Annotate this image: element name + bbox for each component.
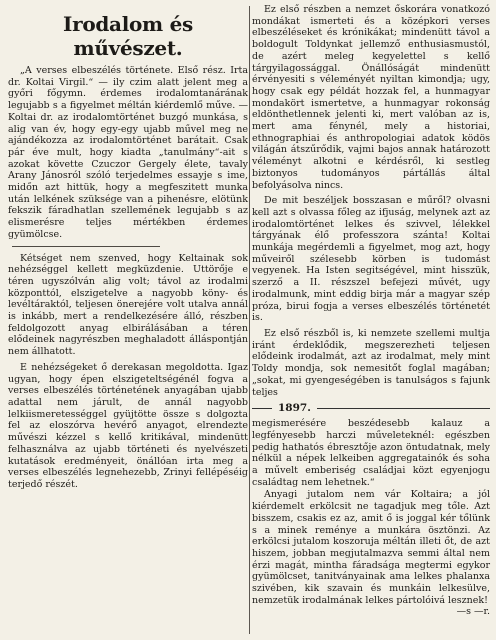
paragraph-solution: E nehézségeket ő derekasan megoldotta. Igaz ugyan, hogy épen elszigeteltségénél fogva a verses elbeszélés történetének anyagában ujabb adattal nem járult, de annál nagyobb lelkiismeretességgel gyüjtötte össze s dolgozta fel az eloszórva hevérő anyagot, elrendezte művészi kézzel s kellő kritikával, mindenütt felhasználva az ujabb történeti és nyelvészeti kutatások eredményeit, önállóan irta meg a verses elbeszélés legnehezebb, Zrinyi fellépéséig terjedő részét. bbox=[8, 361, 248, 490]
paragraph-reward: Anyagi jutalom nem vár Koltaira; a jól kiérdemelt erkölcsit ne tagadjuk meg tőle. Azt bisszem, csakis ez az, amit ő is joggal kér tőlünk s a minek reménye a munkára ösztönzi. Az erkölcsi jutalom koszoruja méltán illeti őt, de azt hiszem, jobban megjutalmazva semmi által nem érzi magát, mintha fáradsága megtermi egykor gyümölcset, tanitványainak ama lelkes phalanxa szivében, kik szavain és munkáin lelkesülve, nemzetük irodalmának lelkes pártolóivá lesznek! bbox=[252, 489, 490, 606]
paragraph-quote-start: Ez első részből is, ki nemzete szellemi multja iránt érdeklődik, megszerezheti teljesen elődeink irodalmát, azt az irodalmat, mely mint Toldy mondja, sok nemesitőt foglal magában; „sokat, mi gyengeségében is tanulságos s fajunk teljes bbox=[252, 327, 490, 398]
column-divider bbox=[249, 6, 250, 634]
year-rule-left bbox=[252, 408, 272, 409]
paragraph-intro: „A verses elbeszélés története. Első rész. Irta dr. Koltai Virgil.“ — ily czim alatt jelent meg a győri főgymn. érdemes irodalomtanárának legujabb s a figyelmet méltán kiérdemlő műve. — Koltai dr. az irodalomtörténet buzgó munkása, s alig van év, hogy egy-egy ujabb művel meg ne ajándékozza az irodalomtörténet barátait. Csak pár éve mult, hogy kiadta „tanulmány“-ait s azokat követte Czuczor Gergely élete, tavaly Arany Jánosról szóló terjedelmes essayje s ime, midőn azt hittük, hogy a megfeszitett munka után lelkének szüksége van a pihenésre, elötünk fekszik fáradhatlan szellemének legujabb s az elismerésre teljes mértékben érdemes gyümölcse. bbox=[8, 65, 248, 240]
paragraph-quote-end: megismerésére beszédesebb kalauz a legfényesebb harczi műveleteknél: egészben pedig hathatós ébresztője azon öntudatnak, mely nélkül a népek lelkeiben aggregatainók és soha a művelt emberiség családjai közt egyenjogu családtag nem lehetnek.“ bbox=[252, 418, 490, 488]
signature: —s —r. bbox=[456, 606, 490, 618]
paragraph-first-part: Ez első részben a nemzet őskorára vonatkozó mondákat ismerteti és a középkori verses elbeszéléseket és krónikákat; mindenütt távol a boldogult Toldynkat jellemző enthusiasmustól, de azért meleg kegyelettel s kellő tárgyilagossággal. Önállóságát mindenütt érvényesiti s véleményét nyiltan kimondja; ugy, hogy csak egy példát hozzak fel, a hunmagyar mondakört ismertetve, a hunmagyar rokonság eldönthetlennek jelenti ki, mert valóban az is, mert ama fénynél, mely a historiai, ethnographiai és anthropologiai adatok ködös világán átszűrődik, vajmi bajos annak határozott véleményt alkotni e kérdésről, ki sestleg biztonyos tudományos pártállás által befolyásolva nincs. bbox=[252, 4, 490, 191]
section-title: Irodalom és művészet. bbox=[63, 12, 193, 60]
section-divider bbox=[12, 246, 160, 247]
left-column bbox=[8, 8, 248, 491]
year-rule-right bbox=[317, 408, 490, 409]
paragraph-recommendation: De mit beszéljek bosszasan e műről? olvasni kell azt s olvassa főleg az ifjuság, melynek azt az irodalomtörténet lelkes és szivvel, lélekkel tárgyának élő professzora szánta! Koltai munkája megérdemli a figyelmet, mog azt, hogy műveiről szélesebb körben is tudomást vegyenek. Ha Isten segitségével, mint hisszük, szerző a II. részszel befejezi művét, ugy irodalmunk, mint eddig birja már a magyar szép próza, birui fogja a verses elbeszélés történetét is. bbox=[252, 195, 490, 324]
right-column bbox=[252, 4, 490, 617]
year-separator bbox=[252, 402, 490, 414]
year-label: 1897. bbox=[278, 402, 311, 415]
paragraph-difficulties: Kétséget nem szenved, hogy Keltainak sok nehézséggel kellett megküzdenie. Uttörője e téren ugyszólván alig volt; távol az irodalmi központtól, elszigetelve a nagyobb köny- és levéltáraktól, teljesen önerejére volt utalva annál is inkább, mert a rendelkezésére álló, részben feldolgozott anyag elbirálásában a téren elődeinek nagyrészben meghaladott álláspontján nem állhatott. bbox=[8, 252, 248, 358]
